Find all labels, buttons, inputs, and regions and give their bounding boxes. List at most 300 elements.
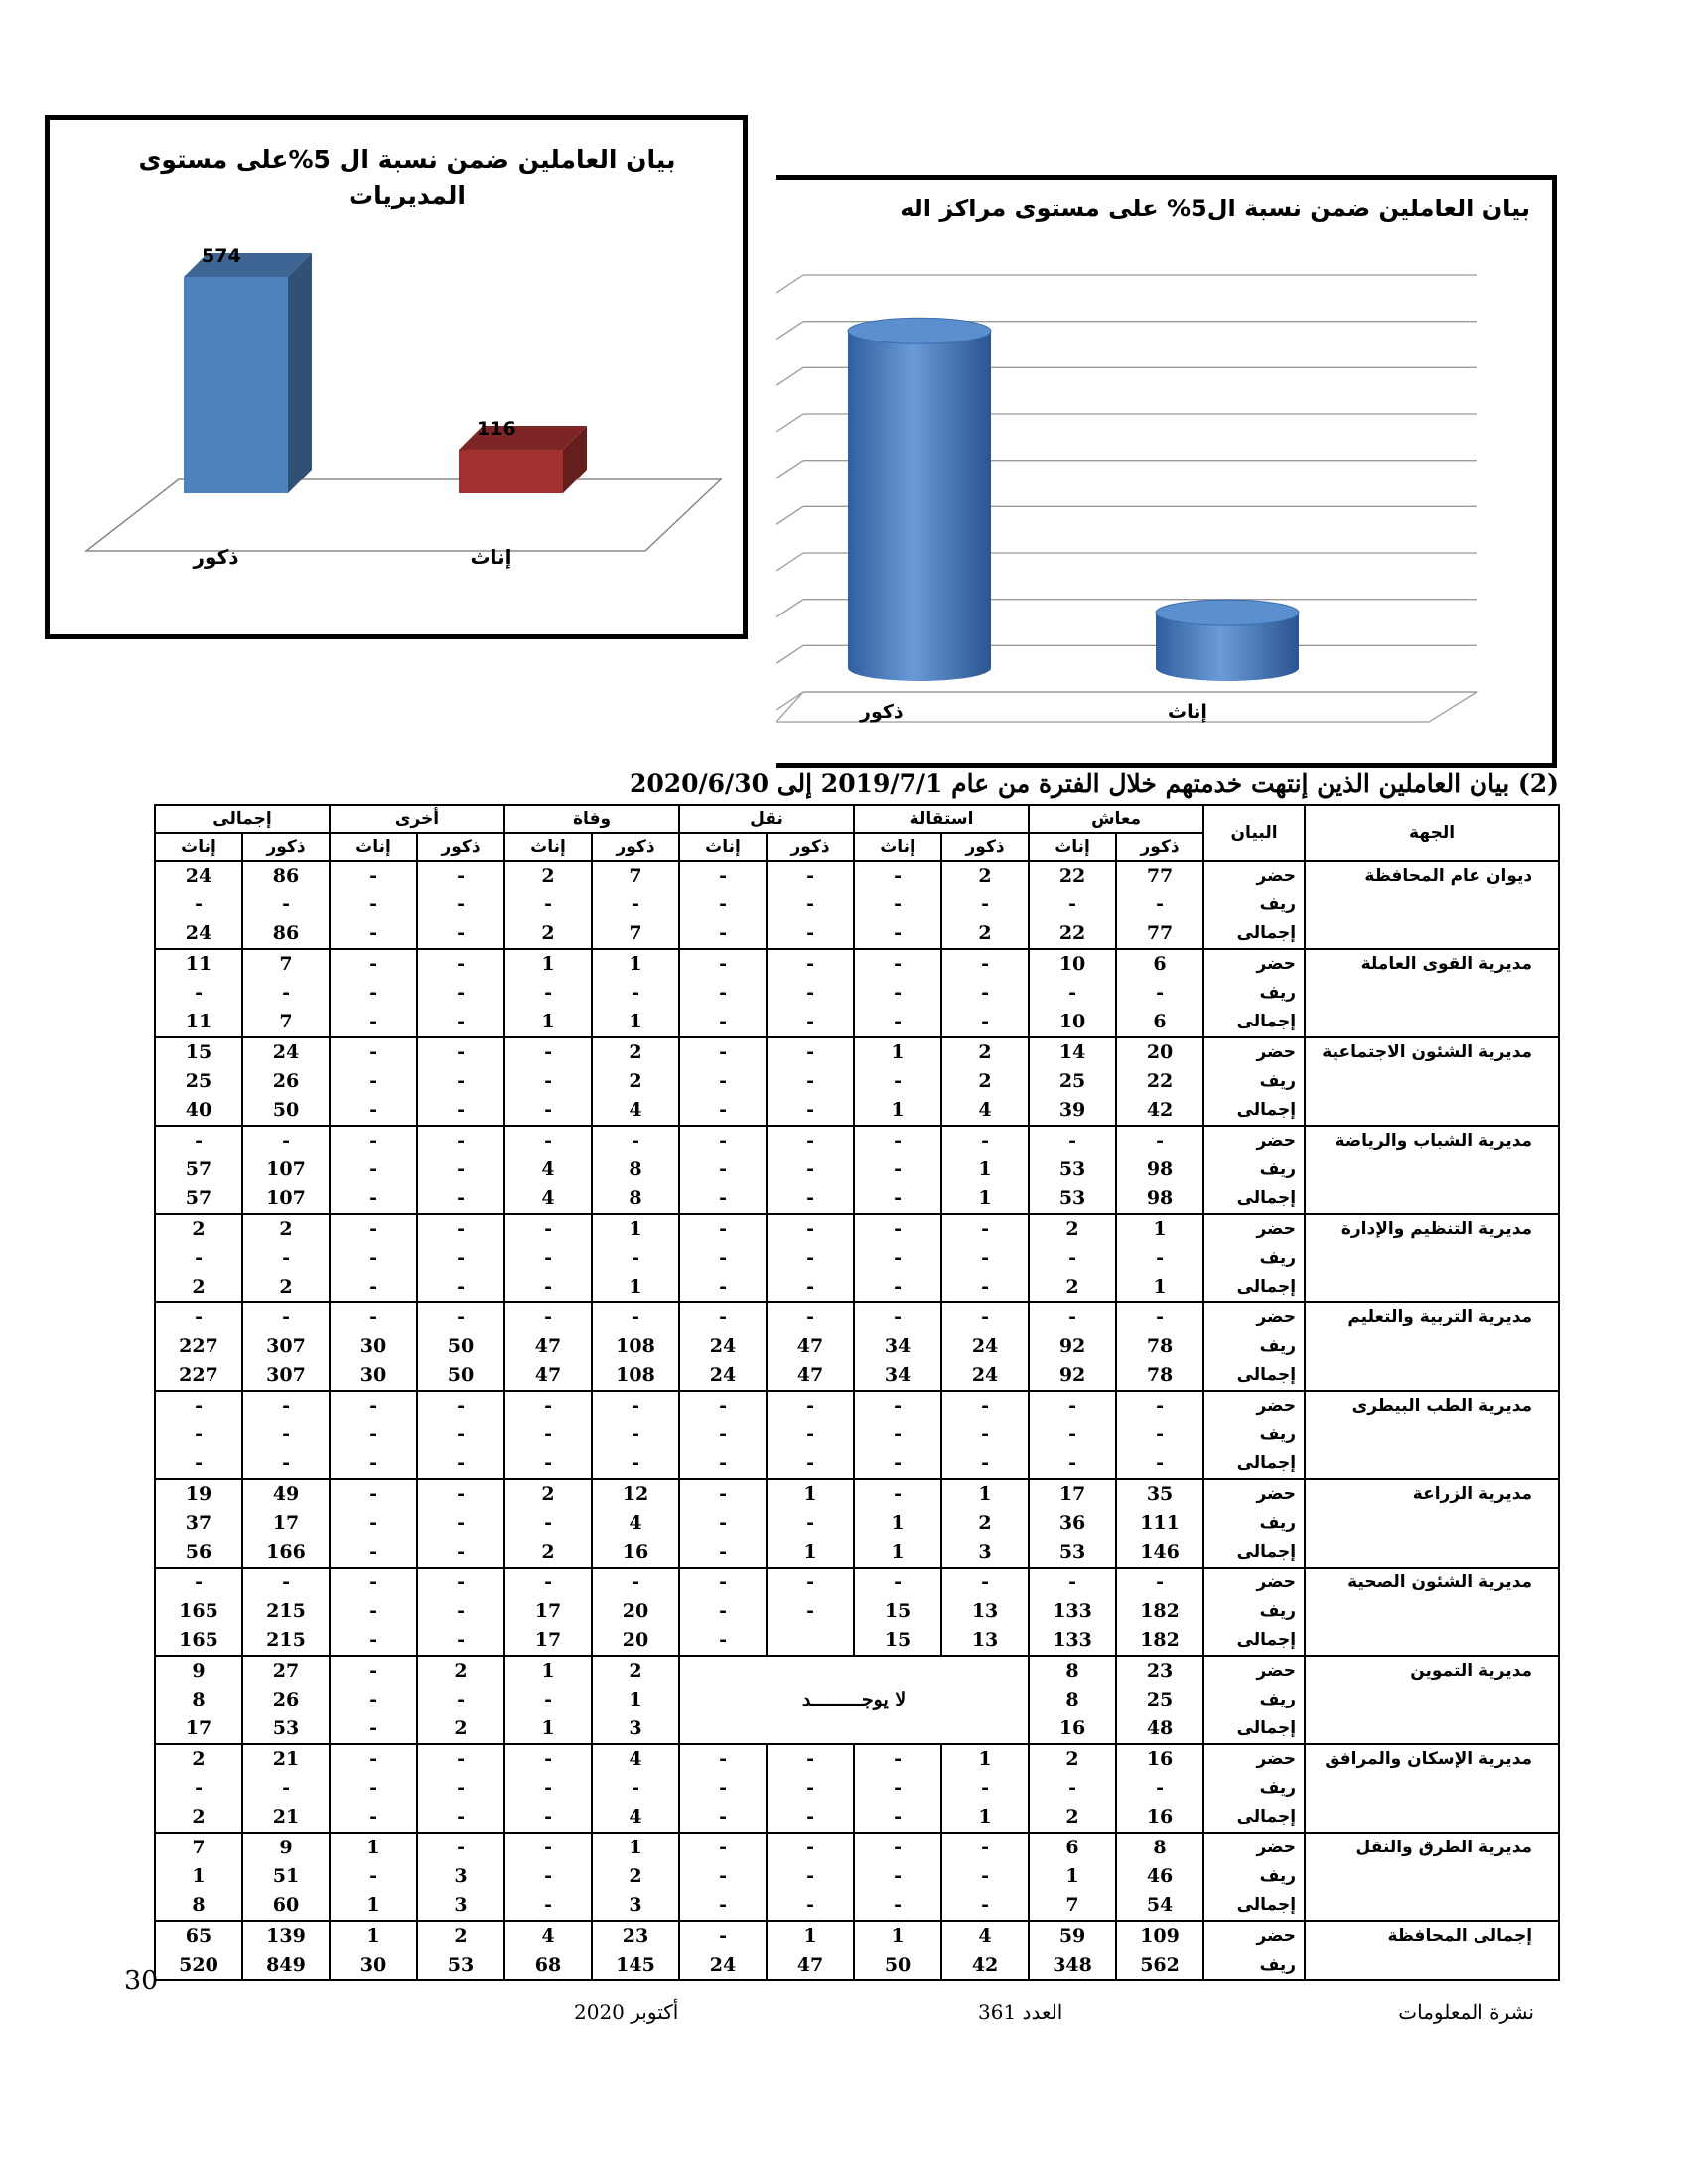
cell-value: 15: [884, 1629, 912, 1651]
cell-value: حضر: [1256, 1838, 1297, 1857]
cell-value: حضر: [1256, 1307, 1297, 1327]
cell-value: 20: [622, 1629, 649, 1651]
cell-value: -: [806, 1099, 814, 1121]
cell-value: -: [894, 922, 902, 944]
cell-value: 53: [272, 1717, 300, 1739]
area-labels: [1203, 1479, 1305, 1568]
data-cell: [941, 1921, 1029, 1980]
data-cell: [854, 1037, 941, 1126]
cell-value: 20: [622, 1600, 649, 1622]
cell-value: 3: [629, 1894, 642, 1916]
cell-value: -: [369, 922, 377, 944]
cell-value: -: [457, 1395, 465, 1417]
data-cell: [504, 949, 592, 1037]
cell-value: 182: [1140, 1600, 1180, 1622]
data-cell: [854, 1744, 941, 1833]
cell-value: 1: [541, 1011, 555, 1032]
data-cell: [1029, 1214, 1116, 1302]
cell-value: 16: [1146, 1748, 1174, 1770]
cell-value: 4: [629, 1099, 642, 1121]
cell-value: -: [894, 982, 902, 1004]
cell-value: 6: [1153, 953, 1167, 975]
header-female: إناث: [679, 833, 767, 861]
cell-value: إجمالى: [1236, 1100, 1297, 1120]
data-cell: [155, 861, 242, 949]
cell-value: 68: [534, 1954, 562, 1976]
cell-value: -: [369, 1689, 377, 1710]
cell-value: -: [195, 893, 203, 915]
cell-value: -: [369, 1099, 377, 1121]
cell-value: 65: [185, 1925, 212, 1947]
cell-value: 2: [1065, 1276, 1079, 1297]
data-cell: [417, 1479, 504, 1568]
cell-value: -: [719, 1925, 727, 1947]
cell-value: مديرية الشئون الاجتماعية: [1322, 1042, 1533, 1062]
cell-value: 4: [541, 1159, 555, 1180]
cell-value: -: [632, 1247, 639, 1269]
data-cell: [504, 1391, 592, 1479]
cell-value: 2: [978, 1512, 992, 1534]
data-cell: [679, 1833, 767, 1921]
cell-value: -: [719, 1629, 727, 1651]
cell-value: -: [457, 1041, 465, 1063]
data-cell: [330, 1479, 417, 1568]
data-cell: [155, 1921, 242, 1980]
cell-value: 8: [629, 1187, 642, 1209]
cell-value: -: [369, 1130, 377, 1152]
cell-value: -: [457, 1070, 465, 1092]
data-cell: [679, 949, 767, 1037]
cell-value: -: [719, 1395, 727, 1417]
category-label: إناث: [470, 545, 512, 569]
cell-value: -: [806, 1571, 814, 1593]
data-cell: [504, 1656, 592, 1744]
header-female: إناث: [330, 833, 417, 861]
cell-value: 47: [796, 1954, 824, 1976]
cell-value: 2: [978, 865, 992, 887]
cell-value: 145: [616, 1954, 655, 1976]
cell-value: -: [369, 1512, 377, 1534]
cell-value: -: [719, 1894, 727, 1916]
cell-value: إجمالى: [1236, 1365, 1297, 1385]
cell-value: -: [282, 1395, 290, 1417]
cell-value: -: [457, 953, 465, 975]
cell-value: 1: [541, 953, 555, 975]
header-row-groups: [155, 805, 1559, 833]
data-cell: [155, 949, 242, 1037]
cell-value: 7: [279, 1011, 293, 1032]
cell-value: -: [632, 1452, 639, 1474]
data-cell: [1116, 1391, 1203, 1479]
cell-value: -: [457, 1748, 465, 1770]
retirement-table: [154, 804, 1560, 1981]
cell-value: 56: [185, 1541, 212, 1563]
data-cell: [592, 1921, 679, 1980]
entity-name: [1305, 949, 1559, 1037]
cell-value: -: [981, 1571, 989, 1593]
cell-value: 19: [185, 1483, 212, 1505]
data-cell: [417, 1126, 504, 1214]
data-cell: [679, 1302, 767, 1391]
cell-value: -: [457, 982, 465, 1004]
cell-value: 133: [1053, 1600, 1092, 1622]
cell-value: 11: [185, 1011, 212, 1032]
cell-value: 2: [454, 1660, 468, 1682]
cell-value: 16: [1146, 1806, 1174, 1828]
data-cell: [592, 1479, 679, 1568]
cell-value: -: [195, 1452, 203, 1474]
cell-value: -: [369, 1452, 377, 1474]
cell-value: -: [369, 1070, 377, 1092]
area-labels: [1203, 1126, 1305, 1214]
header-group: معاش: [1029, 805, 1203, 833]
data-cell: [417, 1214, 504, 1302]
cell-value: 1: [891, 1041, 905, 1063]
cell-value: 8: [1153, 1837, 1167, 1858]
cell-value: -: [1156, 1395, 1164, 1417]
cell-value: -: [369, 1748, 377, 1770]
header-male: ذكور: [941, 833, 1029, 861]
cell-value: 42: [1146, 1099, 1174, 1121]
data-cell: [1029, 1302, 1116, 1391]
cell-value: 22: [1058, 922, 1086, 944]
data-cell: [417, 1302, 504, 1391]
cell-value: -: [457, 1452, 465, 1474]
cell-value: -: [544, 1070, 552, 1092]
cell-value: 2: [629, 1660, 642, 1682]
data-cell: [854, 1479, 941, 1568]
cell-value: -: [369, 1306, 377, 1328]
cell-value: 7: [629, 865, 642, 887]
cell-value: 1: [366, 1894, 380, 1916]
data-cell: [155, 1214, 242, 1302]
cell-value: إجمالى: [1236, 1630, 1297, 1650]
cell-value: -: [457, 1159, 465, 1180]
cell-value: مديرية القوى العاملة: [1360, 954, 1533, 974]
cell-value: -: [719, 1099, 727, 1121]
cell-value: حضر: [1256, 1661, 1297, 1681]
cell-value: -: [719, 1130, 727, 1152]
cell-value: -: [719, 1306, 727, 1328]
cell-value: -: [632, 1777, 639, 1799]
cell-value: -: [1068, 1130, 1076, 1152]
cell-value: -: [806, 1276, 814, 1297]
cell-value: -: [457, 1424, 465, 1445]
cell-value: 1: [629, 1218, 642, 1240]
cell-value: حضر: [1256, 1042, 1297, 1062]
cell-value: 50: [884, 1954, 912, 1976]
cell-value: 36: [1058, 1512, 1086, 1534]
cell-value: 7: [629, 922, 642, 944]
cell-value: 25: [1146, 1689, 1174, 1710]
data-cell: [767, 1214, 854, 1302]
cell-value: 8: [192, 1689, 206, 1710]
cell-value: -: [806, 982, 814, 1004]
cell-value: 3: [454, 1865, 468, 1887]
cell-value: 520: [179, 1954, 218, 1976]
cell-value: 25: [185, 1070, 212, 1092]
cell-value: 2: [192, 1276, 206, 1297]
cell-value: -: [369, 1218, 377, 1240]
cell-value: 165: [179, 1600, 218, 1622]
cell-value: -: [457, 1218, 465, 1240]
cell-value: -: [457, 1099, 465, 1121]
cell-value: 53: [1058, 1187, 1086, 1209]
cell-value: ريف: [1259, 983, 1297, 1003]
header-male: ذكور: [242, 833, 330, 861]
cell-value: 227: [179, 1364, 218, 1386]
cell-value: -: [1156, 1130, 1164, 1152]
cell-value: -: [719, 1512, 727, 1534]
cell-value: -: [457, 1011, 465, 1032]
cell-value: 6: [1065, 1837, 1079, 1858]
cell-value: 49: [272, 1483, 300, 1505]
cell-value: -: [369, 1187, 377, 1209]
cell-value: 1: [891, 1512, 905, 1534]
data-cell: [1029, 1744, 1116, 1833]
data-cell: [1029, 1568, 1116, 1656]
bar-front: [459, 450, 563, 493]
cell-value: 1: [978, 1483, 992, 1505]
cell-value: 24: [709, 1364, 737, 1386]
cell-value: -: [894, 1159, 902, 1180]
cell-value: 1: [366, 1837, 380, 1858]
data-cell: [592, 1391, 679, 1479]
cell-value: -: [1156, 893, 1164, 915]
table-row: [155, 1302, 1559, 1391]
cell-value: -: [981, 1276, 989, 1297]
cell-value: إجمالى: [1236, 1277, 1297, 1297]
cell-value: 24: [971, 1335, 999, 1357]
table-row: [155, 1126, 1559, 1214]
cell-value: 1: [891, 1541, 905, 1563]
cell-value: -: [806, 1865, 814, 1887]
cell-value: 98: [1146, 1187, 1174, 1209]
cell-value: -: [719, 893, 727, 915]
cell-value: -: [369, 865, 377, 887]
table-row: [155, 1656, 1559, 1744]
data-cell: [941, 1037, 1029, 1126]
cell-value: -: [1156, 1247, 1164, 1269]
entity-name: [1305, 1656, 1559, 1744]
cell-value: -: [632, 893, 639, 915]
cell-value: -: [981, 1011, 989, 1032]
data-cell: [854, 1302, 941, 1391]
cell-value: -: [457, 1247, 465, 1269]
cell-value: -: [369, 1395, 377, 1417]
cell-value: -: [719, 953, 727, 975]
data-cell: [330, 861, 417, 949]
cell-value: حضر: [1256, 1926, 1297, 1946]
cell-value: -: [894, 1218, 902, 1240]
cell-value: -: [544, 1837, 552, 1858]
cell-value: -: [719, 1187, 727, 1209]
cell-value: -: [632, 1130, 639, 1152]
cell-value: -: [719, 1070, 727, 1092]
cell-value: -: [894, 1894, 902, 1916]
cell-value: -: [894, 1571, 902, 1593]
cell-value: -: [806, 1452, 814, 1474]
cell-value: ريف: [1259, 1160, 1297, 1179]
cell-value: 1: [1153, 1218, 1167, 1240]
data-cell: [1029, 1037, 1116, 1126]
cell-value: -: [195, 1571, 203, 1593]
cell-value: -: [894, 1806, 902, 1828]
cell-value: -: [544, 982, 552, 1004]
area-labels: [1203, 1744, 1305, 1833]
cell-value: -: [806, 922, 814, 944]
cell-value: -: [544, 1777, 552, 1799]
cell-value: 53: [1058, 1159, 1086, 1180]
cell-value: 30: [359, 1364, 387, 1386]
cell-value: 139: [266, 1925, 306, 1947]
cell-value: 24: [185, 865, 212, 887]
cylinder-top: [1156, 600, 1299, 625]
cell-value: -: [719, 1777, 727, 1799]
cell-value: [768, 1626, 853, 1655]
header-statement: البيان: [1203, 805, 1305, 861]
cell-value: -: [806, 1395, 814, 1417]
cell-value: 77: [1146, 865, 1174, 887]
cell-value: -: [1068, 1247, 1076, 1269]
cell-value: 2: [1065, 1748, 1079, 1770]
data-cell: [592, 949, 679, 1037]
cell-value: -: [981, 893, 989, 915]
data-cell: [155, 1833, 242, 1921]
cell-value: -: [719, 1041, 727, 1063]
table-row: [155, 861, 1559, 949]
data-cell: [417, 949, 504, 1037]
bar-value-label: 116: [477, 417, 516, 440]
data-cell: [767, 1479, 854, 1568]
data-cell: [854, 1833, 941, 1921]
cell-value: ديوان عام المحافظة: [1364, 866, 1533, 886]
cell-value: -: [369, 1806, 377, 1828]
cell-value: -: [1068, 982, 1076, 1004]
cell-value: -: [806, 953, 814, 975]
cell-value: 8: [192, 1894, 206, 1916]
cell-value: -: [894, 1276, 902, 1297]
data-cell: [1116, 1744, 1203, 1833]
cell-value: -: [457, 1600, 465, 1622]
cell-value: ريف: [1259, 1425, 1297, 1444]
cell-value: -: [1156, 982, 1164, 1004]
page-number: 30: [124, 1966, 159, 1996]
cell-value: 1: [541, 1717, 555, 1739]
cell-value: -: [544, 1571, 552, 1593]
cell-value: 30: [359, 1954, 387, 1976]
data-cell: [242, 1744, 330, 1833]
table-row: [155, 949, 1559, 1037]
cell-value: 1: [978, 1187, 992, 1209]
data-cell: [417, 1833, 504, 1921]
cell-value: -: [369, 1717, 377, 1739]
data-cell: [1029, 1479, 1116, 1568]
cell-value: 21: [272, 1806, 300, 1828]
data-cell: [1116, 949, 1203, 1037]
cell-value: 51: [272, 1865, 300, 1887]
cell-value: 77: [1146, 922, 1174, 944]
cell-value: -: [195, 1130, 203, 1152]
cell-value: -: [544, 1894, 552, 1916]
cell-value: -: [806, 1159, 814, 1180]
cell-value: 215: [266, 1629, 306, 1651]
cell-value: 215: [266, 1600, 306, 1622]
cell-value: 9: [279, 1837, 293, 1858]
cell-value: 2: [192, 1218, 206, 1240]
bar-value-label: 574: [202, 245, 241, 267]
header-group: وفاة: [504, 805, 679, 833]
cell-value: -: [719, 865, 727, 887]
data-cell: [941, 1833, 1029, 1921]
cell-value: 30: [359, 1335, 387, 1357]
data-cell: [592, 861, 679, 949]
header-female: إناث: [1029, 833, 1116, 861]
cell-value: إجمالى: [1236, 1718, 1297, 1738]
cell-value: -: [894, 1011, 902, 1032]
cell-value: 3: [454, 1894, 468, 1916]
cell-value: -: [981, 953, 989, 975]
data-cell: [330, 1833, 417, 1921]
cell-value: مديرية التنظيم والإدارة: [1340, 1219, 1533, 1239]
cell-value: 21: [272, 1748, 300, 1770]
cell-value: 3: [978, 1541, 992, 1563]
none-text: لا يوجـــــــــد: [801, 1689, 907, 1710]
cell-value: 16: [1058, 1717, 1086, 1739]
cell-value: حضر: [1256, 1396, 1297, 1416]
cell-value: 4: [541, 1925, 555, 1947]
data-cell: [592, 1214, 679, 1302]
data-cell: [504, 1214, 592, 1302]
data-cell: [767, 1037, 854, 1126]
cell-value: 57: [185, 1187, 212, 1209]
data-cell: [155, 1656, 242, 1744]
cell-value: 1: [629, 1276, 642, 1297]
cell-value: مديرية التربية والتعليم: [1347, 1307, 1533, 1327]
cell-value: 4: [629, 1748, 642, 1770]
table-row: [155, 1921, 1559, 1980]
gridline-diag: [776, 506, 803, 524]
cell-value: -: [544, 1512, 552, 1534]
cell-value: 2: [978, 1070, 992, 1092]
data-cell: [417, 1037, 504, 1126]
data-cell: [504, 1479, 592, 1568]
cell-value: 92: [1058, 1335, 1086, 1357]
cell-value: حضر: [1256, 1131, 1297, 1151]
data-cell: [941, 1302, 1029, 1391]
cell-value: -: [457, 1276, 465, 1297]
cell-value: 111: [1140, 1512, 1180, 1534]
cell-value: -: [719, 1806, 727, 1828]
cell-value: -: [282, 1306, 290, 1328]
cell-value: 24: [709, 1335, 737, 1357]
cell-value: 48: [1146, 1717, 1174, 1739]
cell-value: إجمالى: [1236, 1188, 1297, 1208]
cell-value: 8: [1065, 1660, 1079, 1682]
data-cell: [504, 861, 592, 949]
cell-value: 40: [185, 1099, 212, 1121]
cell-value: 2: [541, 1483, 555, 1505]
cell-value: ريف: [1259, 1866, 1297, 1886]
data-cell: [679, 1214, 767, 1302]
cell-value: -: [457, 922, 465, 944]
cell-value: إجمالى: [1236, 1012, 1297, 1031]
cell-value: 227: [179, 1335, 218, 1357]
data-cell: [330, 1568, 417, 1656]
cell-value: -: [369, 1041, 377, 1063]
cell-value: -: [894, 1070, 902, 1092]
cell-value: 59: [1058, 1925, 1086, 1947]
